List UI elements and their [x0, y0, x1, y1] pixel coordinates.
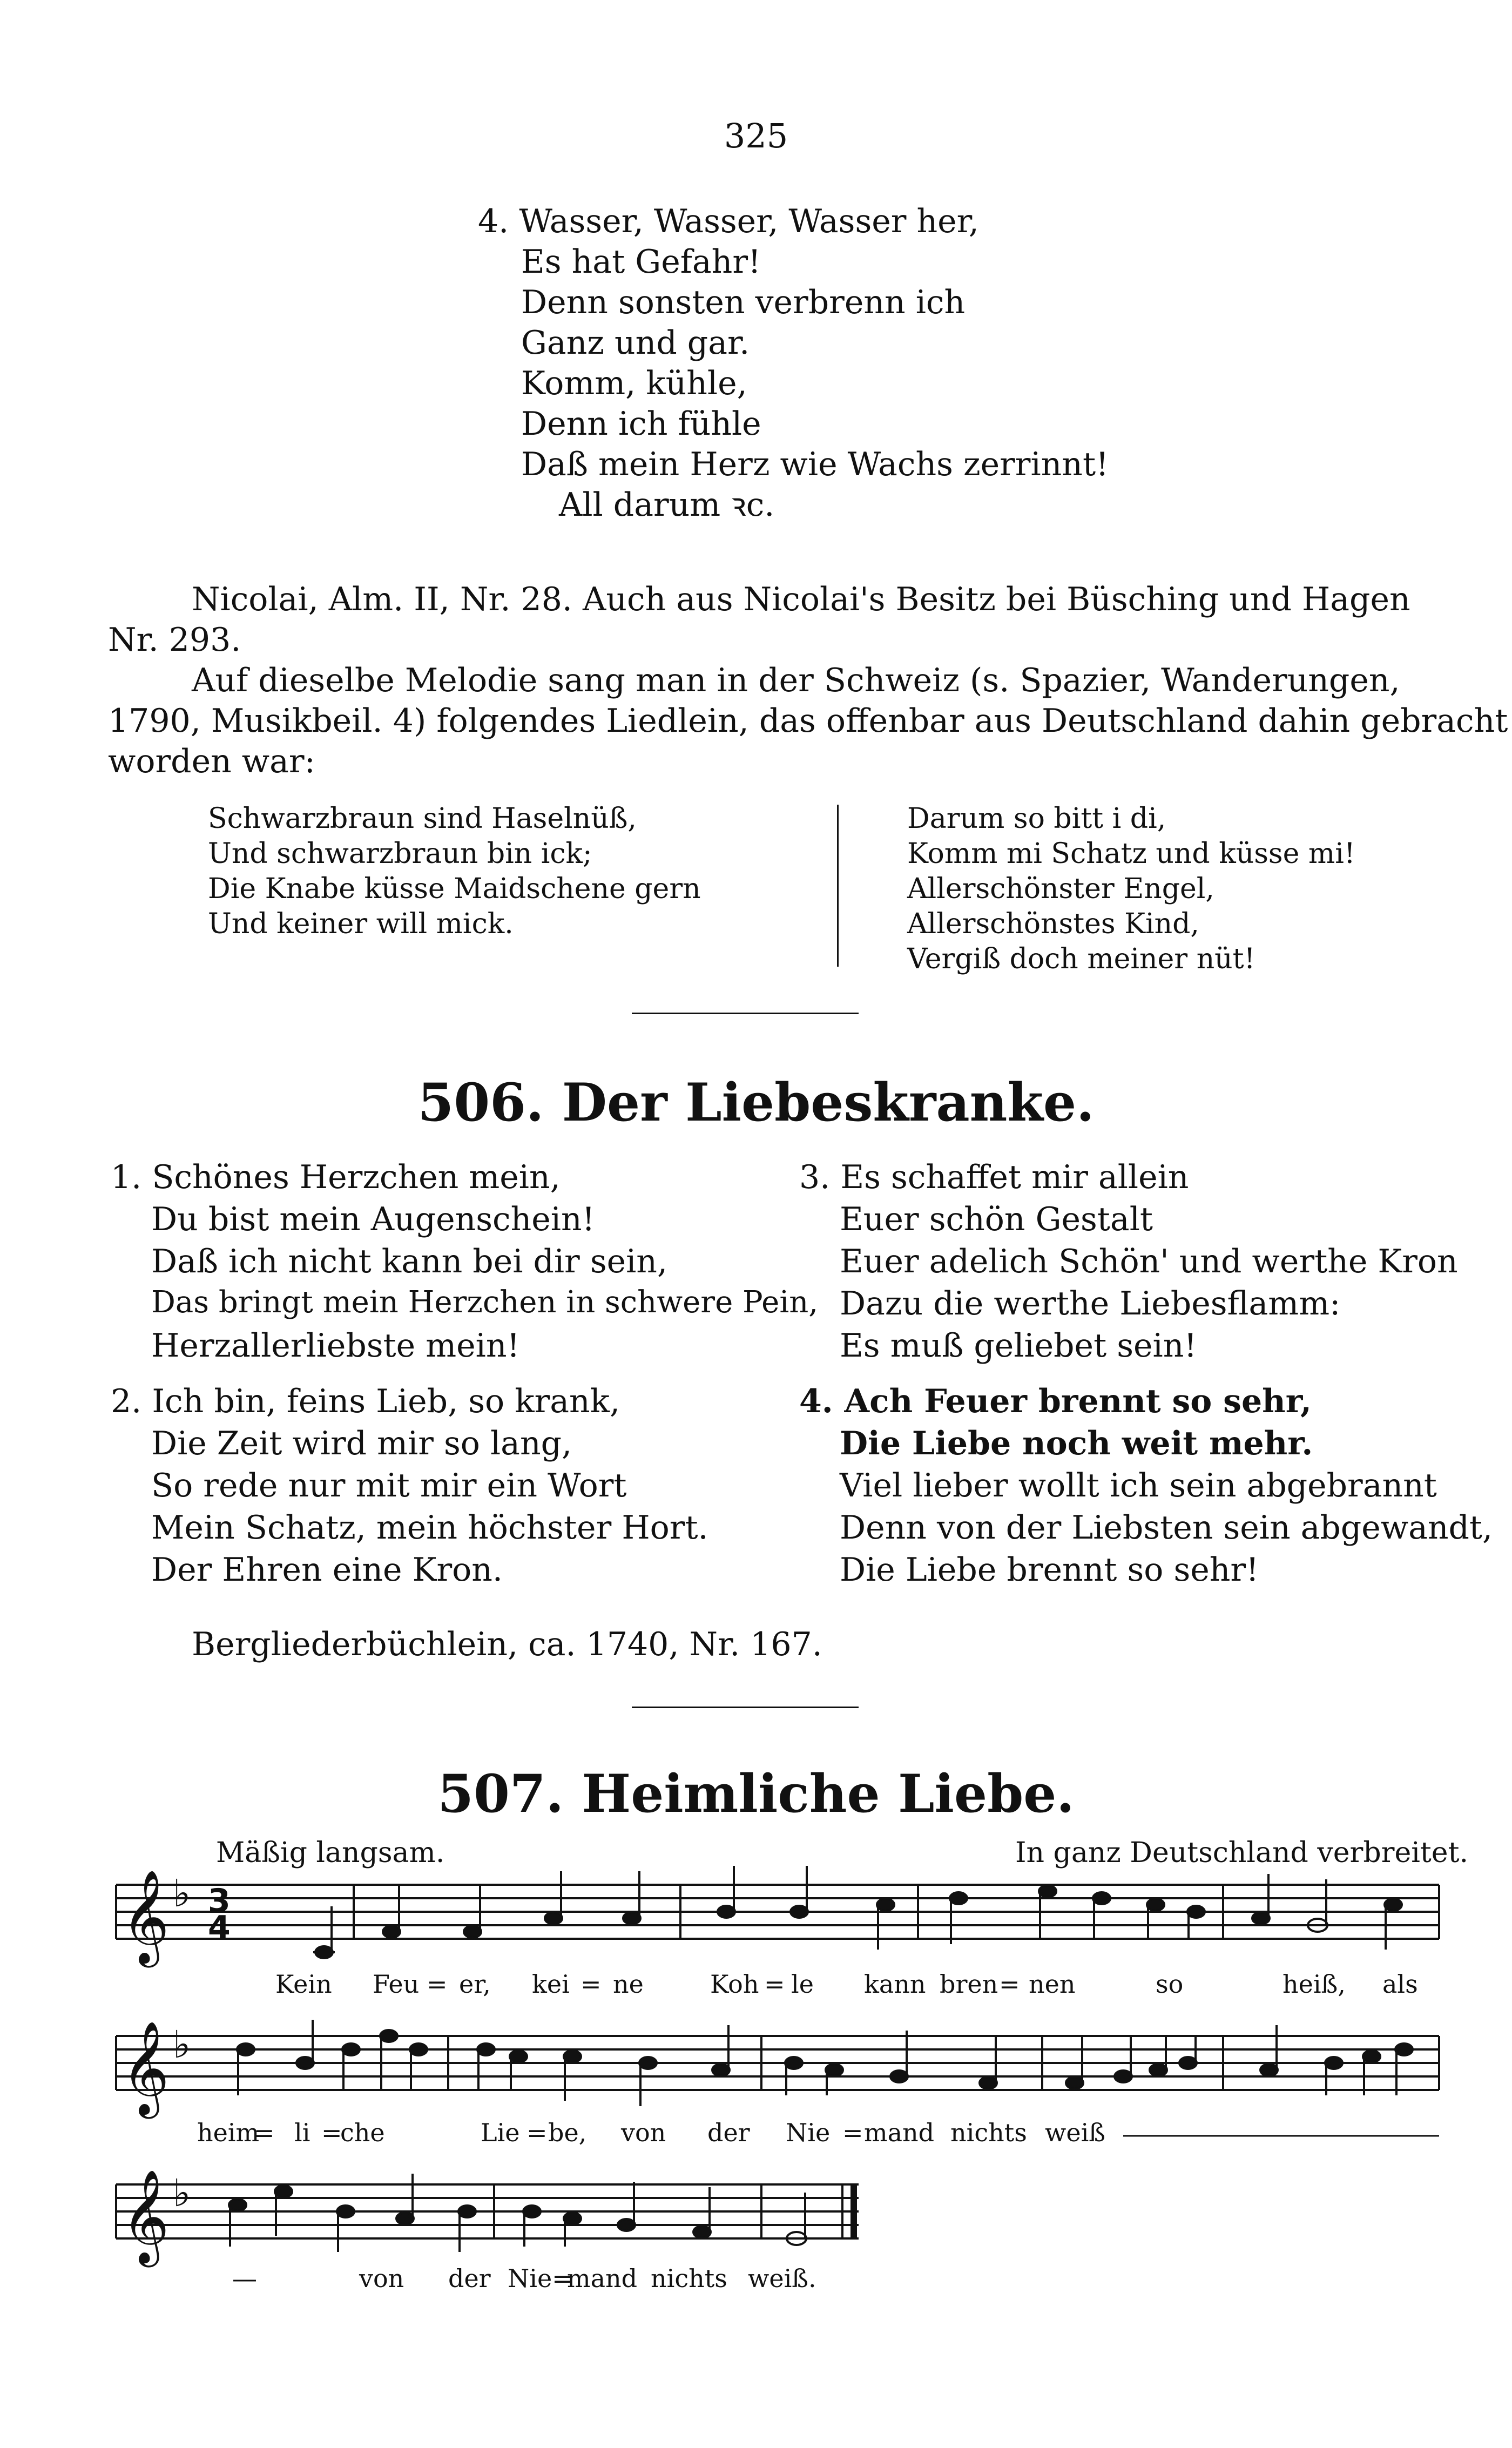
verse-line: All darum ꝛc. — [559, 486, 775, 524]
lyric-line: 3. Es schaffet mir allein — [799, 1158, 1189, 1196]
lyric-syllable: = — [580, 1970, 602, 1999]
note-line: worden war: — [108, 743, 315, 780]
verse-line: Denn sonsten verbrenn ich — [521, 284, 966, 321]
page-number: 325 — [724, 116, 788, 156]
lyric-syllable: = — [999, 1970, 1020, 1999]
note-line: Auf dieselbe Melodie sang man in der Schweiz (s. Spazier, Wanderungen, — [192, 662, 1400, 699]
lyric-syllable: be, — [548, 2118, 587, 2147]
lyric-syllable: so — [1156, 1970, 1184, 1999]
verse-line: Es hat Gefahr! — [521, 243, 761, 281]
lyric-line: 2. Ich bin, feins Lieb, so krank, — [111, 1383, 620, 1420]
lyric-syllable: als — [1382, 1970, 1418, 1999]
swiss-left-line: Und schwarzbraun bin ick; — [208, 838, 592, 870]
lyric-line: Die Liebe brennt so sehr! — [840, 1551, 1259, 1589]
treble-clef-icon: 𝄞 — [122, 2021, 170, 2115]
note-line: Nr. 293. — [108, 621, 241, 659]
lyric-syllable: Feu — [373, 1970, 420, 1999]
lyric-syllable: mand — [864, 2118, 935, 2147]
swiss-right-line: Allerschönstes Kind, — [907, 908, 1199, 940]
verse-line: Denn ich fühle — [521, 405, 761, 443]
lyric-syllable: er, — [459, 1970, 491, 1999]
lyric-syllable: heiß, — [1282, 1970, 1346, 1999]
lyric-syllable: = — [526, 2118, 548, 2147]
lyric-syllable: Lie — [481, 2118, 520, 2147]
song-506-title: 506. Der Liebeskranke. — [417, 1072, 1095, 1133]
lyric-syllable: kei — [532, 1970, 570, 1999]
lyric-line: Das bringt mein Herzchen in schwere Pein, — [151, 1285, 819, 1320]
lyric-line: Viel lieber wollt ich sein abgebrannt — [840, 1467, 1437, 1505]
lyric-syllable: le — [791, 1970, 814, 1999]
lyric-line: Euer adelich Schön' und werthe Kron — [840, 1243, 1458, 1280]
lyric-syllable: ne — [613, 1970, 644, 1999]
lyric-syllable: nichts — [950, 2118, 1027, 2147]
verse-line: Daß mein Herz wie Wachs zerrinnt! — [521, 446, 1109, 483]
lyrics-system-1 — [275, 1970, 1418, 1999]
swiss-right-line: Komm mi Schatz und küsse mi! — [907, 838, 1355, 870]
flat-icon: ♭ — [173, 1871, 191, 1916]
lyric-line: 4. Ach Feuer brennt so sehr, — [799, 1383, 1312, 1420]
lyric-syllable: von — [621, 2118, 666, 2147]
lyric-line: Die Liebe noch weit mehr. — [840, 1425, 1313, 1462]
lyric-syllable: der — [448, 2264, 491, 2293]
lyric-syllable: weiß. — [748, 2264, 816, 2293]
lyric-syllable: heim — [197, 2118, 260, 2147]
lyric-syllable: = — [764, 1970, 785, 1999]
lyric-line: So rede nur mit mir ein Wort — [151, 1467, 627, 1505]
lyric-syllable: = — [321, 2118, 342, 2147]
lyric-syllable: Nie — [786, 2118, 831, 2147]
lyric-line: Dazu die werthe Liebesflamm: — [840, 1285, 1341, 1323]
swiss-right-line: Darum so bitt i di, — [907, 802, 1166, 835]
lyric-syllable: nichts — [651, 2264, 727, 2293]
lyric-syllable: nen — [1029, 1970, 1076, 1999]
lyric-line: Herzallerliebste mein! — [151, 1327, 520, 1365]
lyric-syllable: weiß — [1045, 2118, 1106, 2147]
flat-icon: ♭ — [173, 2171, 191, 2215]
lyric-line: Der Ehren eine Kron. — [151, 1551, 503, 1589]
treble-clef-icon: 𝄞 — [122, 1870, 170, 1964]
lyric-syllable: Nie= — [508, 2264, 573, 2293]
lyrics-system-3 — [232, 2264, 816, 2293]
lyric-line: 1. Schönes Herzchen mein, — [111, 1158, 561, 1196]
lyric-syllable: = — [842, 2118, 863, 2147]
time-signature-bottom: 4 — [208, 1909, 231, 1947]
final-barline — [850, 2184, 857, 2238]
lyric-line: Die Zeit wird mir so lang, — [151, 1425, 572, 1462]
swiss-left-line: Und keiner will mick. — [208, 908, 514, 940]
treble-clef-icon: 𝄞 — [122, 2169, 170, 2263]
lyric-syllable: — — [232, 2264, 257, 2293]
provenance-note: In ganz Deutschland verbreitet. — [1015, 1837, 1469, 1869]
note-line: 1790, Musikbeil. 4) folgendes Liedlein, das offenbar aus Deutschland dahin gebracht — [108, 702, 1508, 740]
time-signature-top: 3 — [208, 1882, 231, 1920]
lyric-line: Euer schön Gestalt — [840, 1201, 1153, 1238]
lyric-line: Daß ich nicht kann bei dir sein, — [151, 1243, 668, 1280]
lyric-line: Du bist mein Augenschein! — [151, 1201, 595, 1238]
verse-line: Komm, kühle, — [521, 365, 747, 402]
verse-line: Ganz und gar. — [521, 324, 750, 362]
swiss-right-line: Vergiß doch meiner nüt! — [907, 943, 1256, 975]
song-506-source: Bergliederbüchlein, ca. 1740, Nr. 167. — [192, 1626, 822, 1663]
swiss-left-line: Die Knabe küsse Maidschene gern — [208, 873, 701, 905]
staff-system-3 — [116, 2184, 859, 2238]
flat-icon: ♭ — [173, 2022, 191, 2067]
note-line: Nicolai, Alm. II, Nr. 28. Auch aus Nicolai's Besitz bei Büsching und Hagen — [192, 581, 1410, 618]
verse-line: 4. Wasser, Wasser, Wasser her, — [478, 203, 979, 240]
lyric-syllable: von — [359, 2264, 404, 2293]
lyric-line: Denn von der Liebsten sein abgewandt, — [840, 1509, 1493, 1547]
lyric-syllable: Kein — [275, 1970, 332, 1999]
staff-system-1 — [116, 1885, 1439, 1939]
lyric-syllable: li — [294, 2118, 310, 2147]
lyric-syllable: = — [254, 2118, 275, 2147]
lyric-syllable: kann — [864, 1970, 926, 1999]
tempo-marking: Mäßig langsam. — [216, 1837, 445, 1869]
lyric-line: Es muß geliebet sein! — [840, 1327, 1197, 1365]
lyric-syllable: bren — [940, 1970, 998, 1999]
swiss-left-line: Schwarzbraun sind Haselnüß, — [208, 802, 637, 835]
lyric-syllable: Koh — [710, 1970, 759, 1999]
lyric-syllable: che — [340, 2118, 385, 2147]
lyric-line: Mein Schatz, mein höchster Hort. — [151, 1509, 708, 1547]
lyric-syllable: der — [707, 2118, 750, 2147]
lyric-syllable: mand — [567, 2264, 638, 2293]
lyrics-system-2 — [197, 2118, 1105, 2147]
song-507-title: 507. Heimliche Liebe. — [437, 1763, 1075, 1824]
lyric-syllable: = — [427, 1970, 448, 1999]
swiss-right-line: Allerschönster Engel, — [907, 873, 1214, 905]
